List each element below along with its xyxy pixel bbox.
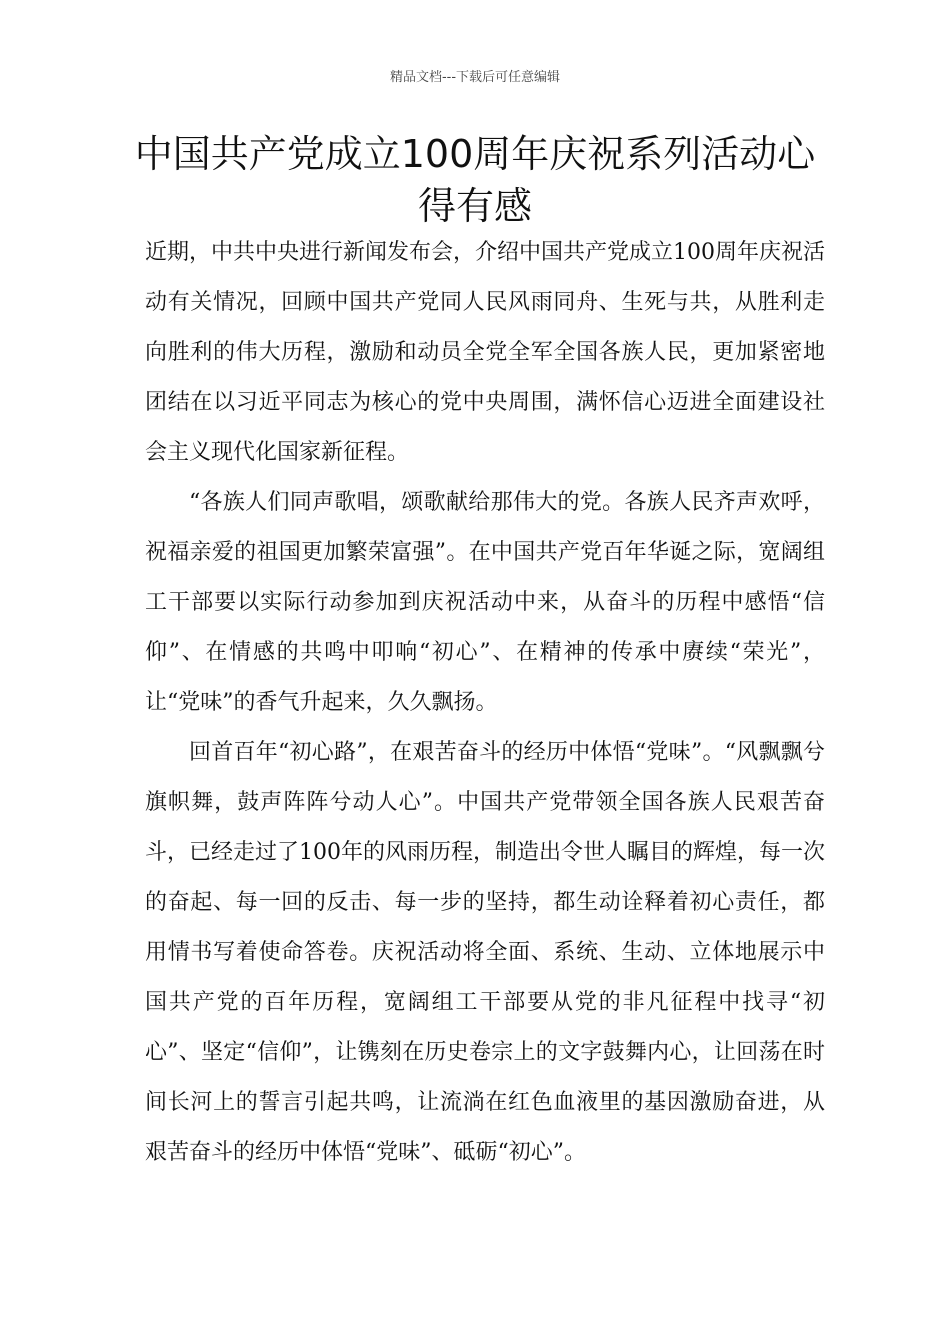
paragraph-1: 近期，中共中央进行新闻发布会，介绍中国共产党成立100周年庆祝活动有关情况，回顾中国共产党同人民风雨同舟、生死与共，从胜利走向胜利的伟大历程，激励和动员全党全军全国各族人民，更加紧密地团结在以习近平同志为核心的党中央周围，满怀信心迈进全面建设社会主义现代化国家新征程。	[145, 240, 825, 465]
paragraph-3: 回首百年“初心路”，在艰苦奋斗的经历中体悟“党味”。“风飘飘兮旗帜舞，鼓声阵阵兮动人心”。中国共产党带领全国各族人民艰苦奋斗，已经走过了100年的风雨历程，制造出令世人瞩目的辉煌，每一次的奋起、每一回的反击、每一步的坚持，都生动诠释着初心责任，都用情书写着使命答卷。庆祝活动将全面、系统、生动、立体地展示中国共产党的百年历程，宽阔组工干部要从党的非凡征程中找寻“初心”、坚定“信仰”，让镌刻在历史卷宗上的文字鼓舞内心，让回荡在时间长河上的誓言引起共鸣，让流淌在红色血液里的基因激励奋进，从艰苦奋斗的经历中体悟“党味”、砥砺“初心”。	[145, 740, 825, 1165]
page-header: 精品文档---下载后可任意编辑	[389, 70, 561, 85]
document-title: 中国共产党成立100周年庆祝系列活动心得有感	[134, 132, 816, 228]
document-body	[145, 228, 825, 1178]
paragraph-2: “各族人们同声歌唱，颂歌献给那伟大的党。各族人民齐声欢呼，祝福亲爱的祖国更加繁荣富强”。在中国共产党百年华诞之际，宽阔组工干部要以实际行动参加到庆祝活动中来，从奋斗的历程中感悟“信仰”、在情感的共鸣中叩响“初心”、在精神的传承中赓续“荣光”，让“党味”的香气升起来，久久飘扬。	[145, 490, 825, 715]
